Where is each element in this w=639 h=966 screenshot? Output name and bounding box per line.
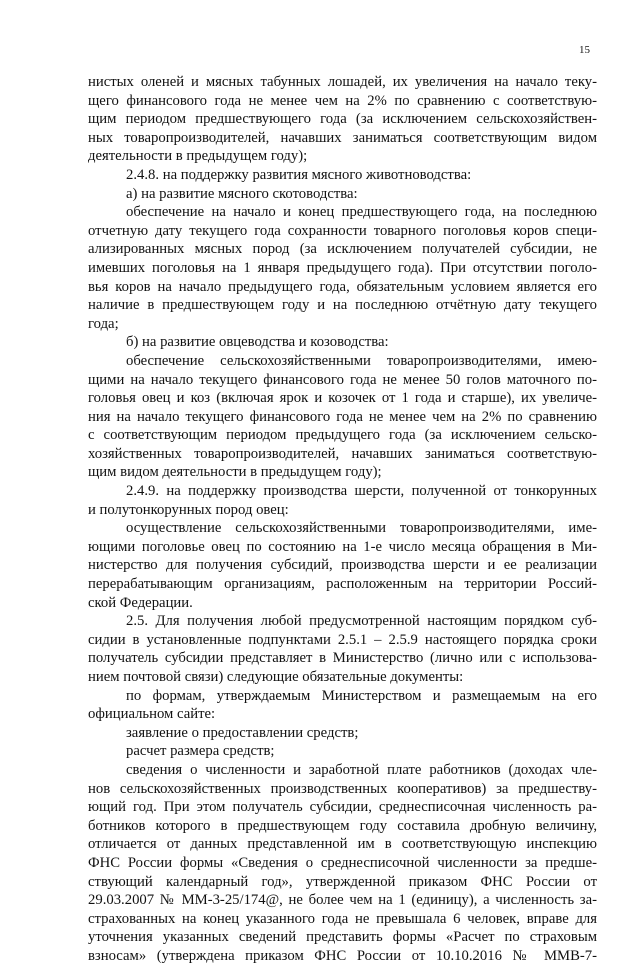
text-line: щего финансового года не менее чем на 2% по сравнению с соответствую- <box>88 92 597 109</box>
text-line: взносам» (утверждена приказом ФНС России от 10.10.2016 № ММВ-7- <box>88 947 597 964</box>
text-line: нов сельскохозяйственных производственных кооперативов) за предшеству- <box>88 780 597 797</box>
text-line: сведения о численности и заработной плате работников (доходах чле- <box>126 761 597 778</box>
text-line: 2.4.9. на поддержку производства шерсти, полученной от тонкорунных <box>126 483 597 500</box>
text-line: хозяйственных товаропроизводителей, начавших заниматься соответствую- <box>88 445 597 462</box>
text-line: имевших поголовья на 1 января предыдущего года). При отсутствии поголо- <box>88 259 597 276</box>
text-line: ющими поголовье овец по состоянию на 1-е число месяца обращения в Ми- <box>88 538 597 555</box>
text-line: ствующий календарный год», утвержденной приказом ФНС России от <box>88 873 597 890</box>
text-line: обеспечение на начало и конец предшествующего года, на последнюю <box>126 204 597 221</box>
text-line: обеспечение сельскохозяйственными товаропроизводителями, имею- <box>126 352 597 369</box>
text-line: перерабатывающим организациям, расположенным на территории Россий- <box>88 576 597 593</box>
text-line: нистых оленей и мясных табунных лошадей, их увеличения на начало теку- <box>88 74 597 90</box>
text-line: 2.4.8. на поддержку развития мясного животноводства: <box>126 166 472 183</box>
text-line: нием почтовой связи) следующие обязательные документы: <box>88 669 464 685</box>
text-line: щим видом деятельности в предыдущем году); <box>88 464 382 481</box>
text-line: ализированных мясных пород (за исключением получателей субсидии, не <box>88 241 597 258</box>
text-line: по формам, утверждаемым Министерством и размещаемым на его <box>126 687 597 704</box>
body-text <box>88 73 597 966</box>
text-line: отчетную дату текущего года сохранности товарного поголовья коров специ- <box>88 222 597 239</box>
page-number: 15 <box>579 44 590 56</box>
text-line: ных товаропроизводителей, начавших заниматься соответствующим видом <box>88 129 597 146</box>
text-line: 29.03.2007 № ММ-3-25/174@, не более чем на 1 (единицу), а численность за- <box>88 892 597 909</box>
text-line: вья коров на начало предыдущего года, обязательным условием является его <box>88 278 597 295</box>
text-line: наличие в предшествующем году и на последнюю отчётную дату текущего <box>88 297 597 314</box>
text-line: расчет размера средств; <box>126 743 275 760</box>
text-line: и полутонкорунных пород овец: <box>88 501 289 518</box>
text-line: ской Федерации. <box>88 594 193 611</box>
text-line: нистерство для получения субсидий, производства шерсти и ее реализации <box>88 557 597 574</box>
text-line: официальном сайте: <box>88 706 216 723</box>
text-line: щим периодом предшествующего года (за исключением сельскохозяйствен- <box>88 111 597 128</box>
text-line: ющий год. При этом получатель субсидии, среднесписочная численность ра- <box>88 799 597 816</box>
text-line: осуществление сельскохозяйственными товаропроизводителями, име- <box>126 520 597 537</box>
text-line: отличается от данных представленной им в соответствующую инспекцию <box>88 836 597 853</box>
text-line: ния на начало текущего финансового года не менее чем на 2% по сравнению <box>88 408 597 425</box>
text-line: головья овец и коз (включая ярок и козочек от 1 года и старше), их увеличе- <box>88 390 597 407</box>
text-line: уточнения указанных сведений представить формы «Расчет по страховым <box>88 929 597 946</box>
text-line: б) на развитие овцеводства и козоводства: <box>126 334 389 351</box>
text-line: деятельности в предыдущем году); <box>88 148 308 165</box>
text-line: страхованных на конец указанного года не превышала 6 человек, вправе для <box>88 910 597 927</box>
text-line: а) на развитие мясного скотоводства: <box>126 185 358 202</box>
text-line: получатель субсидии представляет в Министерство (лично или с использова- <box>88 650 597 667</box>
text-line: 2.5. Для получения любой предусмотренной настоящим порядком суб- <box>126 613 597 630</box>
text-line: ФНС России формы «Сведения о среднесписочной численности за предше- <box>88 854 597 871</box>
text-line: с соответствующим периодом предыдущего года (за исключением сельско- <box>88 427 597 444</box>
text-line: года; <box>88 315 119 332</box>
text-line: щими на начало текущего финансового года не менее 50 голов маточного по- <box>88 371 597 388</box>
text-line: заявление о предоставлении средств; <box>126 724 359 741</box>
text-line: сидии в установленные подпунктами 2.5.1 – 2.5.9 настоящего порядка сроки <box>88 631 597 648</box>
text-line: ботников которого в предшествующем году составила дробную величину, <box>88 817 597 834</box>
